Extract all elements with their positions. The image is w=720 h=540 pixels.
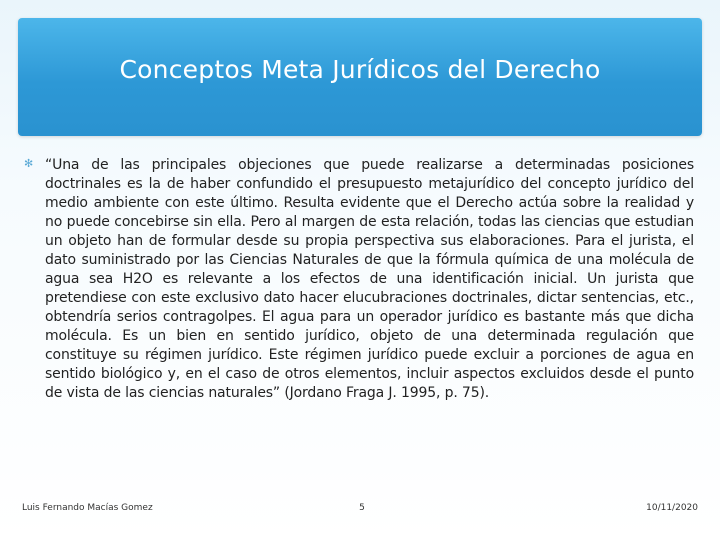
slide-title: Conceptos Meta Jurídicos del Derecho <box>119 55 601 84</box>
footer-page-number: 5 <box>359 503 365 513</box>
bullet-text: “Una de las principales objeciones que puede realizarse a determinadas posiciones doctrinales es la de haber confundido el presupuesto metajurídico del concepto jurídico del medio ambiente con este último. Resulta evidente que el Derecho actúa sobre la realidad y no puede concebirse sin ella. Pero al margen de esta relación, todas las ciencias que estudian un objeto han de formular desde su propia perspectiva sus elaboraciones. Para el jurista, el dato suministrado por las Ciencias Naturales de que la fórmula química de una molécula de agua sea H2O es relevante a los efectos de una identificación inicial. Un jurista que pretendiese con este exclusivo dato hacer elucubraciones doctrinales, dictar sentencias, etc., obtendría serios contragolpes. El agua para un operador jurídico es bastante más que dicha molécula. Es un bien en sentido jurídico, objeto de una determinada regulación que constituye su régimen jurídico. Este régimen jurídico puede excluir a porciones de agua en sentido biológico y, en el caso de otros elementos, incluir aspectos excluidos desde el punto de vista de las ciencias naturales” (Jordano Fraga J. 1995, p. 75). <box>45 157 694 401</box>
footer-date: 10/11/2020 <box>646 503 698 513</box>
slide-content <box>24 156 694 403</box>
bullet-item <box>24 156 694 403</box>
footer-author: Luis Fernando Macías Gomez <box>22 503 153 513</box>
asterisk-bullet-icon: ✻ <box>24 157 34 170</box>
